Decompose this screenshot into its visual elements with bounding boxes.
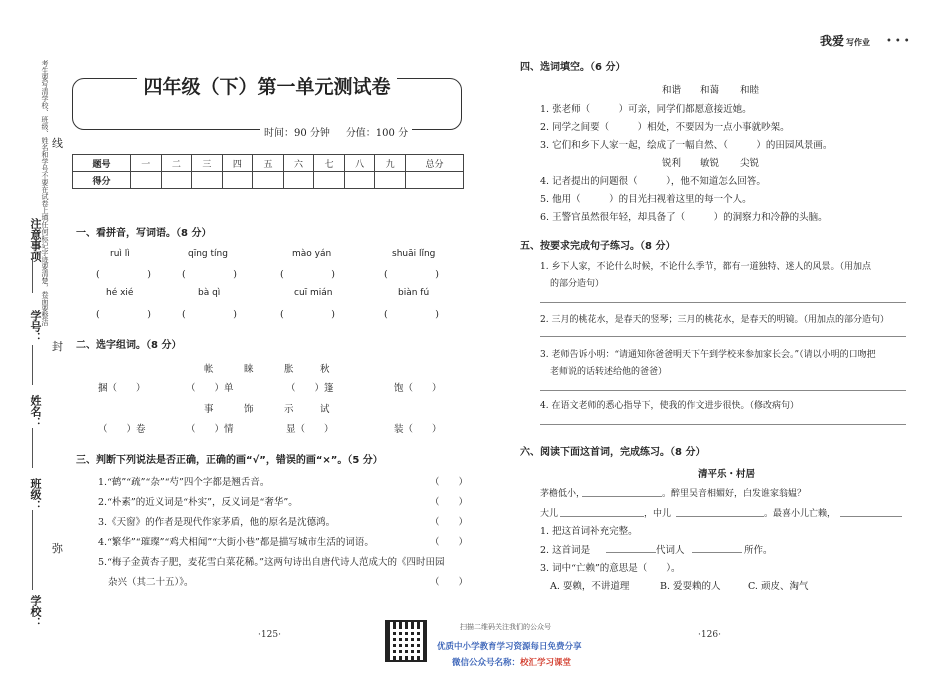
binding-label-name: 姓名： — [29, 395, 42, 428]
table-cell: 总分 — [405, 155, 463, 172]
score-cell[interactable] — [344, 172, 375, 189]
table-cell: 七 — [314, 155, 345, 172]
word-option: 敏锐 — [700, 158, 720, 169]
score-cell[interactable] — [161, 172, 192, 189]
fill-item[interactable]: 3. 它们和乡下人家一起，绘成了一幅自然、（ ）的田园风景画。 — [540, 140, 833, 151]
cut-char-mi: 弥 — [52, 542, 63, 555]
exam-meta: 时间：90 分钟 分值：100 分 — [260, 124, 412, 139]
answer-blank[interactable]: ( ) — [182, 269, 237, 280]
option-c[interactable]: C. 顽皮、淘气 — [748, 581, 809, 592]
answer-blank[interactable]: （ ） — [430, 517, 469, 528]
char-option: 胀 — [284, 364, 294, 375]
score-table — [72, 154, 464, 189]
answer-line[interactable] — [540, 302, 906, 303]
cut-char-line: 线 — [52, 137, 63, 150]
table-cell: 五 — [253, 155, 284, 172]
table-row — [73, 172, 464, 189]
page-number-right: ·126· — [698, 630, 721, 640]
table-cell: 九 — [375, 155, 406, 172]
pinyin: ruì lì — [110, 249, 130, 259]
score-cell[interactable] — [192, 172, 223, 189]
word-option: 锐利 — [662, 158, 682, 169]
char-option: 试 — [320, 404, 330, 415]
fill-item[interactable]: 饱（ ） — [394, 383, 442, 394]
score-cell[interactable] — [314, 172, 345, 189]
sentence-task: 2. 三月的桃花水，是春天的竖琴；三月的桃花水，是春天的明镜。（用加点的部分造句） — [540, 315, 889, 325]
answer-line[interactable] — [540, 336, 906, 337]
table-cell: 题号 — [73, 155, 131, 172]
answer-line[interactable] — [540, 424, 906, 425]
word-option: 和蔼 — [700, 85, 720, 96]
poem-line-2c: 。最喜小儿亡赖， — [764, 509, 837, 519]
pinyin: cuī mián — [294, 288, 333, 298]
judge-item: 3.《天窗》的作者是现代作家茅盾，他的原名是沈德鸿。 — [98, 517, 336, 528]
promo-text: 优质中小学教育学习资源每日免费分享 — [437, 642, 582, 652]
fill-item[interactable]: （ ）单 — [186, 383, 234, 394]
word-option: 尖锐 — [740, 158, 760, 169]
answer-blank[interactable]: ( ) — [384, 309, 439, 320]
poem-blank[interactable] — [840, 516, 902, 517]
answer-blank[interactable]: ( ) — [384, 269, 439, 280]
answer-line[interactable] — [540, 390, 906, 391]
page-number-left: ·125· — [258, 630, 281, 640]
pinyin: biàn fú — [398, 288, 430, 298]
pinyin: shuāi lǐng — [392, 249, 436, 259]
table-cell: 一 — [131, 155, 162, 172]
judge-item: 2.“朴素”的近义词是“朴实”，反义词是“奢华”。 — [98, 497, 298, 508]
reading-question: 3. 词中“亡赖”的意思是（ ）。 — [540, 563, 681, 574]
table-cell: 得分 — [73, 172, 131, 189]
reading-question: 1. 把这首词补充完整。 — [540, 526, 638, 537]
poem-line-1b: 。醉里吴音相媚好，白发谁家翁媪？ — [662, 489, 807, 499]
score-cell[interactable] — [375, 172, 406, 189]
sentence-task-cont: 的部分造句） — [550, 279, 605, 289]
poem-line-2b: ，中儿 — [644, 509, 672, 519]
score-cell[interactable] — [131, 172, 162, 189]
answer-line[interactable] — [692, 552, 742, 553]
score-cell[interactable] — [222, 172, 253, 189]
brand-logo: 我爱 写作业 — [820, 34, 871, 48]
section-4-title: 四、选词填空。（6 分） — [520, 62, 626, 73]
brand-dots: ••• — [886, 36, 913, 47]
binding-note: 考生要写清学校、班级、姓名和学号不要在试卷上填任何标记字迹要清楚，卷面要整洁 — [41, 60, 49, 326]
poem-blank[interactable] — [582, 496, 662, 497]
poem-title: 清平乐・村居 — [698, 469, 756, 480]
qr-code-icon — [385, 620, 427, 662]
judge-item: 1.“鹤”“疏”“杂”“芍”四个字都是翘舌音。 — [98, 477, 270, 488]
fill-item[interactable]: （ ）卷 — [98, 424, 146, 435]
table-cell: 八 — [344, 155, 375, 172]
fill-item[interactable]: 装（ ） — [394, 424, 442, 435]
page-title: 四年级（下）第一单元测试卷 — [72, 72, 462, 99]
answer-blank[interactable]: ( ) — [182, 309, 237, 320]
fill-item[interactable]: 6. 王警官虽然很年轻，却具备了（ ）的洞察力和冷静的头脑。 — [540, 212, 828, 223]
binding-line — [32, 255, 33, 293]
binding-label-notes: 注意事项 — [29, 218, 42, 262]
answer-blank[interactable]: ( ) — [96, 269, 151, 280]
binding-line — [32, 428, 33, 468]
word-option: 和睦 — [740, 85, 760, 96]
section-1-title: 一、看拼音，写词语。（8 分） — [76, 228, 212, 239]
table-row — [73, 155, 464, 172]
fill-item[interactable]: （ ）情 — [186, 424, 234, 435]
answer-blank[interactable]: （ ） — [430, 497, 469, 508]
pinyin: hé xié — [106, 288, 134, 298]
judge-item: 4.“繁华”“璀璨”“鸡犬相闻”“大街小巷”都是描写城市生活的词语。 — [98, 537, 374, 548]
pinyin: qīng tíng — [188, 249, 228, 259]
option-a[interactable]: A. 耍赖，不讲道理 — [550, 581, 630, 592]
pinyin: mào yán — [292, 249, 332, 259]
poem-blank[interactable] — [560, 516, 644, 517]
poem-blank[interactable] — [676, 516, 764, 517]
fill-item[interactable]: 4. 记者提出的问题很（ ），他不知道怎么回答。 — [540, 176, 766, 187]
answer-blank[interactable]: （ ） — [430, 537, 469, 548]
answer-blank[interactable]: （ ） — [430, 577, 469, 588]
binding-line — [32, 510, 33, 590]
fill-item[interactable]: 1. 张老师（ ）可亲，同学们都愿意接近她。 — [540, 104, 752, 115]
answer-line[interactable] — [606, 552, 656, 553]
table-cell: 四 — [222, 155, 253, 172]
section-6-title: 六、阅读下面这首词，完成练习。（8 分） — [520, 447, 706, 458]
binding-label-class: 班级： — [29, 478, 42, 511]
sentence-task: 3. 老师告诉小明：“请通知你爸爸明天下午到学校来参加家长会。”（请以小明的口吻把 — [540, 350, 876, 360]
judge-item-cont: 杂兴（其二十五）》。 — [108, 577, 194, 588]
word-option: 和谐 — [662, 85, 682, 96]
char-option: 帐 — [204, 364, 214, 375]
sentence-task-cont: 老师说的话转述给他的爸爸） — [550, 367, 668, 377]
char-option: 饰 — [244, 404, 254, 415]
account-text: 微信公众号名称：校汇学习课堂 — [452, 658, 572, 668]
char-option: 示 — [284, 404, 294, 415]
fill-item[interactable]: 2. 同学之间要（ ）相处，不要因为一点小事就吵架。 — [540, 122, 790, 133]
answer-blank[interactable]: （ ） — [430, 477, 469, 488]
scan-text: 扫描二维码关注我们的公众号 — [460, 623, 551, 631]
answer-blank[interactable]: ( ) — [280, 269, 335, 280]
fill-item[interactable]: 5. 他用（ ）的目光扫视着这里的每一个人。 — [540, 194, 752, 205]
sentence-task: 1. 乡下人家，不论什么时候，不论什么季节，都有一道独特、迷人的风景。（用加点 — [540, 262, 871, 272]
poem-line-1a: 茅檐低小， — [540, 489, 586, 499]
section-2-title: 二、选字组词。（8 分） — [76, 340, 182, 351]
table-cell: 二 — [161, 155, 192, 172]
reading-question-2b: 代词人 — [656, 545, 685, 556]
binding-label-school: 学校： — [29, 595, 42, 628]
fill-item[interactable]: 显（ ） — [286, 424, 334, 435]
char-option: 秋 — [320, 364, 330, 375]
score-cell[interactable] — [253, 172, 284, 189]
section-5-title: 五、按要求完成句子练习。（8 分） — [520, 241, 676, 252]
option-b[interactable]: B. 爱耍赖的人 — [660, 581, 721, 592]
char-option: 事 — [204, 404, 214, 415]
judge-item: 5.“梅子金黄杏子肥，麦花雪白菜花稀。”这两句诗出自唐代诗人范成大的《四时田园 — [98, 557, 445, 568]
table-cell: 六 — [283, 155, 314, 172]
fill-item[interactable]: 捆（ ） — [98, 383, 146, 394]
cut-char-seal: 封 — [52, 340, 63, 353]
score-cell[interactable] — [283, 172, 314, 189]
binding-line — [32, 345, 33, 385]
reading-question-2c: 所作。 — [744, 545, 773, 556]
score-cell[interactable] — [405, 172, 463, 189]
table-cell: 三 — [192, 155, 223, 172]
char-option: 睐 — [244, 364, 254, 375]
pinyin: bà qì — [198, 288, 221, 298]
binding-label-student-id: 学号： — [29, 310, 42, 343]
sentence-task: 4. 在语文老师的悉心指导下，使我的作文进步很快。（修改病句） — [540, 401, 799, 411]
fill-item[interactable]: （ ）篷 — [286, 383, 334, 394]
section-3-title: 三、判断下列说法是否正确，正确的画“√”，错误的画“×”。（5 分） — [76, 455, 383, 466]
answer-blank[interactable]: ( ) — [96, 309, 151, 320]
poem-line-2a: 大儿 — [540, 509, 559, 519]
answer-blank[interactable]: ( ) — [280, 309, 335, 320]
reading-question-2a: 2. 这首词是 — [540, 545, 591, 556]
